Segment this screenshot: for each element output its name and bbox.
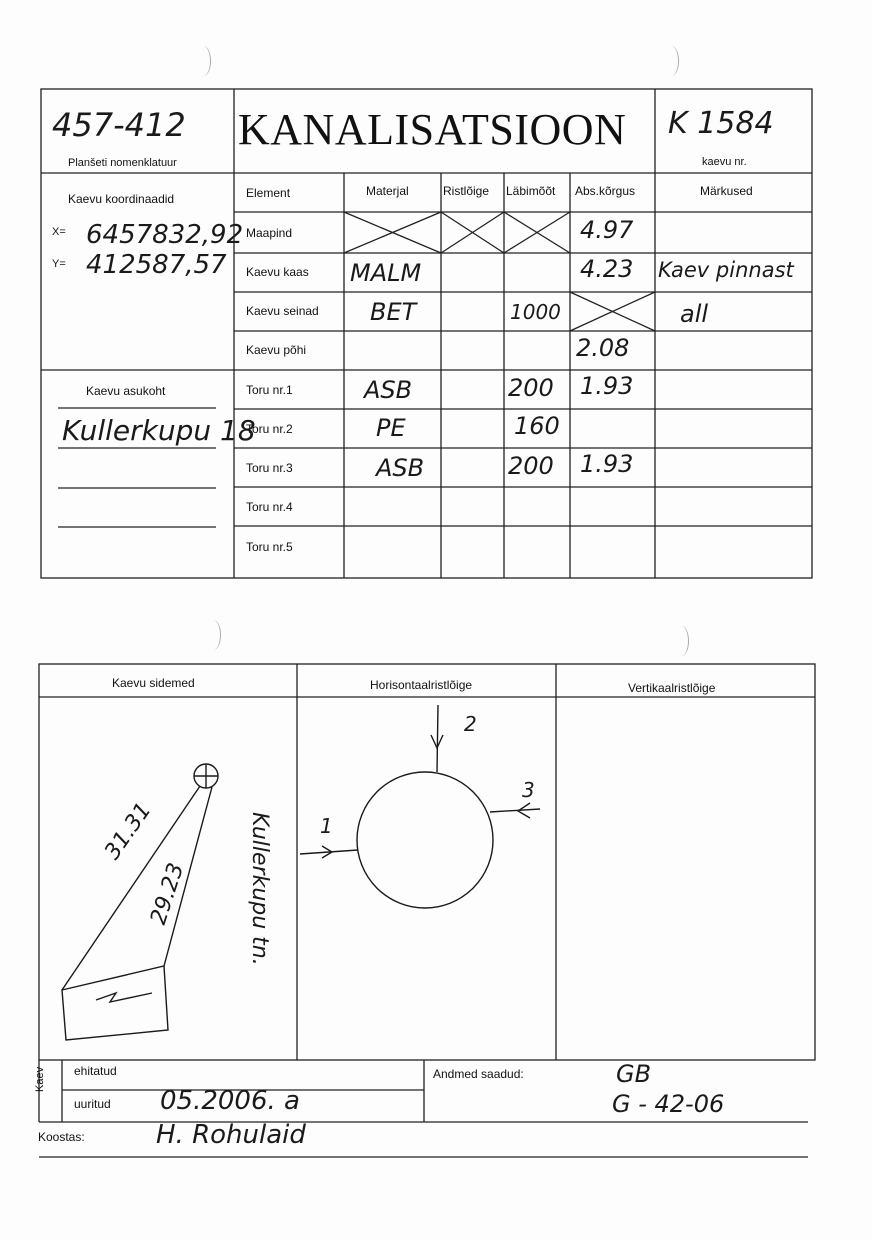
page-title: KANALISATSIOON [238, 105, 627, 154]
row-label-kaevu-kaas: Kaevu kaas [246, 265, 309, 279]
abs-toru-1: 1.93 [580, 372, 634, 400]
nomenclature-label: Planšeti nomenklatuur [68, 157, 177, 169]
col-header-vertikaal: Vertikaalristlõige [628, 681, 716, 695]
nomenclature-value: 457-412 [52, 106, 186, 144]
row-label-toru-5: Toru nr.5 [246, 540, 293, 554]
col-header-labimoot: Läbimõõt [506, 184, 556, 198]
data-source-label: Andmed saadud: [433, 1067, 524, 1081]
well-number-value: K 1584 [668, 106, 774, 141]
data-source-value-1: GB [616, 1060, 652, 1088]
materjal-toru-2: PE [376, 414, 406, 442]
abs-maapind: 4.97 [580, 216, 634, 244]
x-prefix: X= [52, 226, 66, 238]
labimoot-kaevu-seinad: 1000 [510, 300, 561, 324]
labimoot-toru-2: 160 [514, 412, 560, 440]
materjal-toru-1: ASB [364, 376, 413, 404]
street-label: Kullerkupu tn. [247, 812, 272, 966]
col-header-materjal: Materjal [366, 184, 409, 198]
abs-kaevu-kaas: 4.23 [580, 255, 634, 283]
col-header-abs-korgus: Abs.kõrgus [575, 184, 636, 198]
materjal-kaevu-seinad: BET [370, 298, 417, 326]
location-label: Kaevu asukoht [86, 384, 166, 398]
row-label-kaevu-pohi: Kaevu põhi [246, 343, 307, 357]
pipe-label-1: 1 [320, 814, 333, 838]
tie-distance-1: 31.31 [100, 798, 157, 865]
col-header-markused: Märkused [700, 184, 753, 198]
built-label: ehitatud [74, 1064, 117, 1078]
row-label-maapind: Maapind [246, 226, 293, 240]
compiled-value: H. Rohulaid [156, 1120, 306, 1150]
col-header-ristloige: Ristlõige [443, 184, 490, 198]
y-prefix: Y= [52, 258, 66, 270]
kaev-side-label: Kaev [34, 1066, 46, 1092]
labimoot-toru-1: 200 [508, 374, 554, 402]
materjal-kaevu-kaas: MALM [350, 259, 422, 287]
abs-kaevu-pohi: 2.08 [576, 334, 630, 362]
coordinates-label: Kaevu koordinaadid [68, 192, 175, 206]
col-header-horisontaal: Horisontaalristlõige [370, 678, 473, 692]
col-header-element: Element [246, 186, 291, 200]
row-label-toru-1: Toru nr.1 [246, 383, 293, 397]
location-value: Kullerkupu 18 [62, 414, 256, 447]
horizontal-section-drawing [300, 705, 540, 908]
col-header-kaevu-sidemed: Kaevu sidemed [112, 676, 195, 690]
materjal-toru-3: ASB [376, 454, 425, 482]
well-number-label: kaevu nr. [702, 156, 747, 168]
pipe-label-3: 3 [522, 778, 535, 802]
labimoot-toru-3: 200 [508, 452, 554, 480]
y-coordinate: 412587,57 [86, 250, 227, 280]
surveyed-label: uuritud [74, 1097, 111, 1111]
pipe-label-2: 2 [464, 712, 477, 736]
x-coordinate: 6457832,92 [86, 220, 244, 250]
abs-toru-3: 1.93 [580, 450, 634, 478]
row-label-toru-3: Toru nr.3 [246, 461, 293, 475]
tie-distance-2: 29.23 [146, 860, 190, 928]
row-label-toru-2: Toru nr.2 [246, 422, 293, 436]
markused-kaevu-kaas: Kaev pinnast [658, 258, 794, 282]
row-label-toru-4: Toru nr.4 [246, 500, 293, 514]
compiled-label: Koostas: [38, 1130, 85, 1144]
surveyed-value: 05.2006. a [160, 1086, 300, 1116]
row-label-kaevu-seinad: Kaevu seinad [246, 304, 319, 318]
markused-kaevu-seinad: all [680, 300, 709, 328]
data-source-value-2: G - 42-06 [612, 1090, 725, 1118]
